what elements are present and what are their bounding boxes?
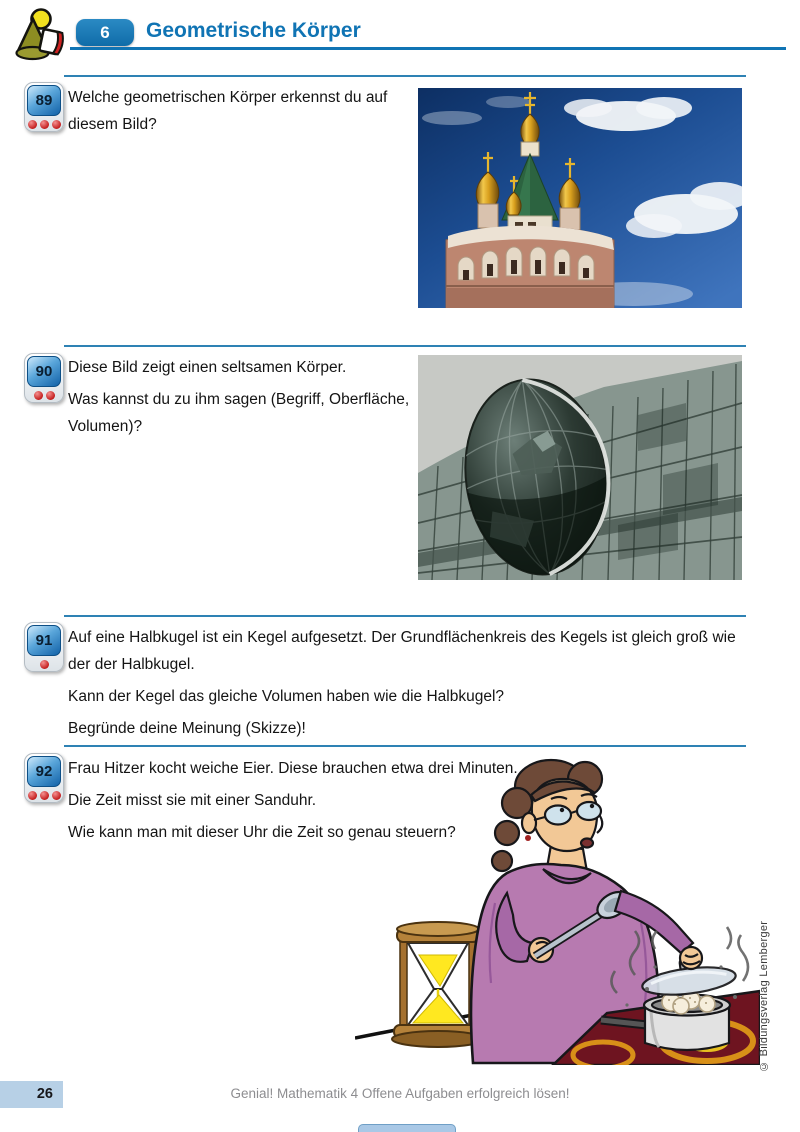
task-90-rule <box>64 345 746 347</box>
task-91-text <box>68 624 748 747</box>
difficulty-dot <box>52 120 61 129</box>
footer-text: Genial! Mathematik 4 Offene Aufgaben erfolgreich lösen! <box>230 1086 570 1101</box>
task-92-difficulty <box>25 791 63 800</box>
chapter-number-badge: 6 <box>76 19 134 46</box>
task-91-number: 91 <box>27 625 61 656</box>
geometric-solids-icon <box>10 6 66 62</box>
task-91-line-3: Begründe deine Meinung (Skizze)! <box>68 720 306 737</box>
task-90-badge <box>24 353 64 403</box>
task-90-line-1: Diese Bild zeigt einen seltsamen Körper. <box>68 359 347 376</box>
task-92-badge <box>24 753 64 803</box>
task-92-number: 92 <box>27 756 61 787</box>
difficulty-dot <box>40 120 49 129</box>
task-89-difficulty <box>25 120 63 129</box>
hand-on-lid <box>680 947 702 969</box>
task-89-number: 89 <box>27 85 61 116</box>
church-with-onion-domes-photo <box>418 88 742 308</box>
difficulty-dot <box>28 791 37 800</box>
task-91-difficulty <box>25 660 63 669</box>
task-92-line-2: Die Zeit misst sie mit einer Sanduhr. <box>68 792 317 809</box>
task-90-text <box>68 354 413 445</box>
difficulty-dot <box>52 791 61 800</box>
task-91-badge <box>24 622 64 672</box>
difficulty-dot <box>40 791 49 800</box>
egg-shaped-glass-building-photo <box>418 355 742 580</box>
page-title: Geometrische Körper <box>146 19 361 42</box>
task-89-badge <box>24 82 64 132</box>
task-90-line-2: Was kannst du zu ihm sagen (Begriff, Oberfläche, Volumen)? <box>68 391 410 435</box>
task-91-line-2: Kann der Kegel das gleiche Volumen haben wie die Halbkugel? <box>68 688 505 705</box>
difficulty-dot <box>40 660 49 669</box>
task-92-rule <box>64 745 746 747</box>
task-89-line-1: Welche geometrischen Körper erkennst du auf diesem Bild? <box>68 89 388 133</box>
task-89-rule <box>64 75 746 77</box>
task-89-text <box>68 84 413 143</box>
difficulty-dot <box>34 391 43 400</box>
page-number: 26 <box>36 1086 53 1102</box>
woman-cooking-eggs-cartoon <box>355 753 760 1065</box>
task-92-line-3: Wie kann man mit dieser Uhr die Zeit so genau steuern? <box>68 824 456 841</box>
task-90-number: 90 <box>27 356 61 387</box>
difficulty-dot <box>28 120 37 129</box>
task-90-difficulty <box>25 391 63 400</box>
task-92-line-1: Frau Hitzer kocht weiche Eier. Diese brauchen etwa drei Minuten. <box>68 760 518 777</box>
task-91-line-1: Auf eine Halbkugel ist ein Kegel aufgesetzt. Der Grundflächenkreis des Kegels ist gleich groß wie der der Halbkugel. <box>68 629 736 673</box>
header-rule <box>70 47 786 50</box>
difficulty-dot <box>46 391 55 400</box>
task-91-rule <box>64 615 746 617</box>
copyright-vertical-text: © Bildungsverlag Lemberger <box>758 920 770 1072</box>
